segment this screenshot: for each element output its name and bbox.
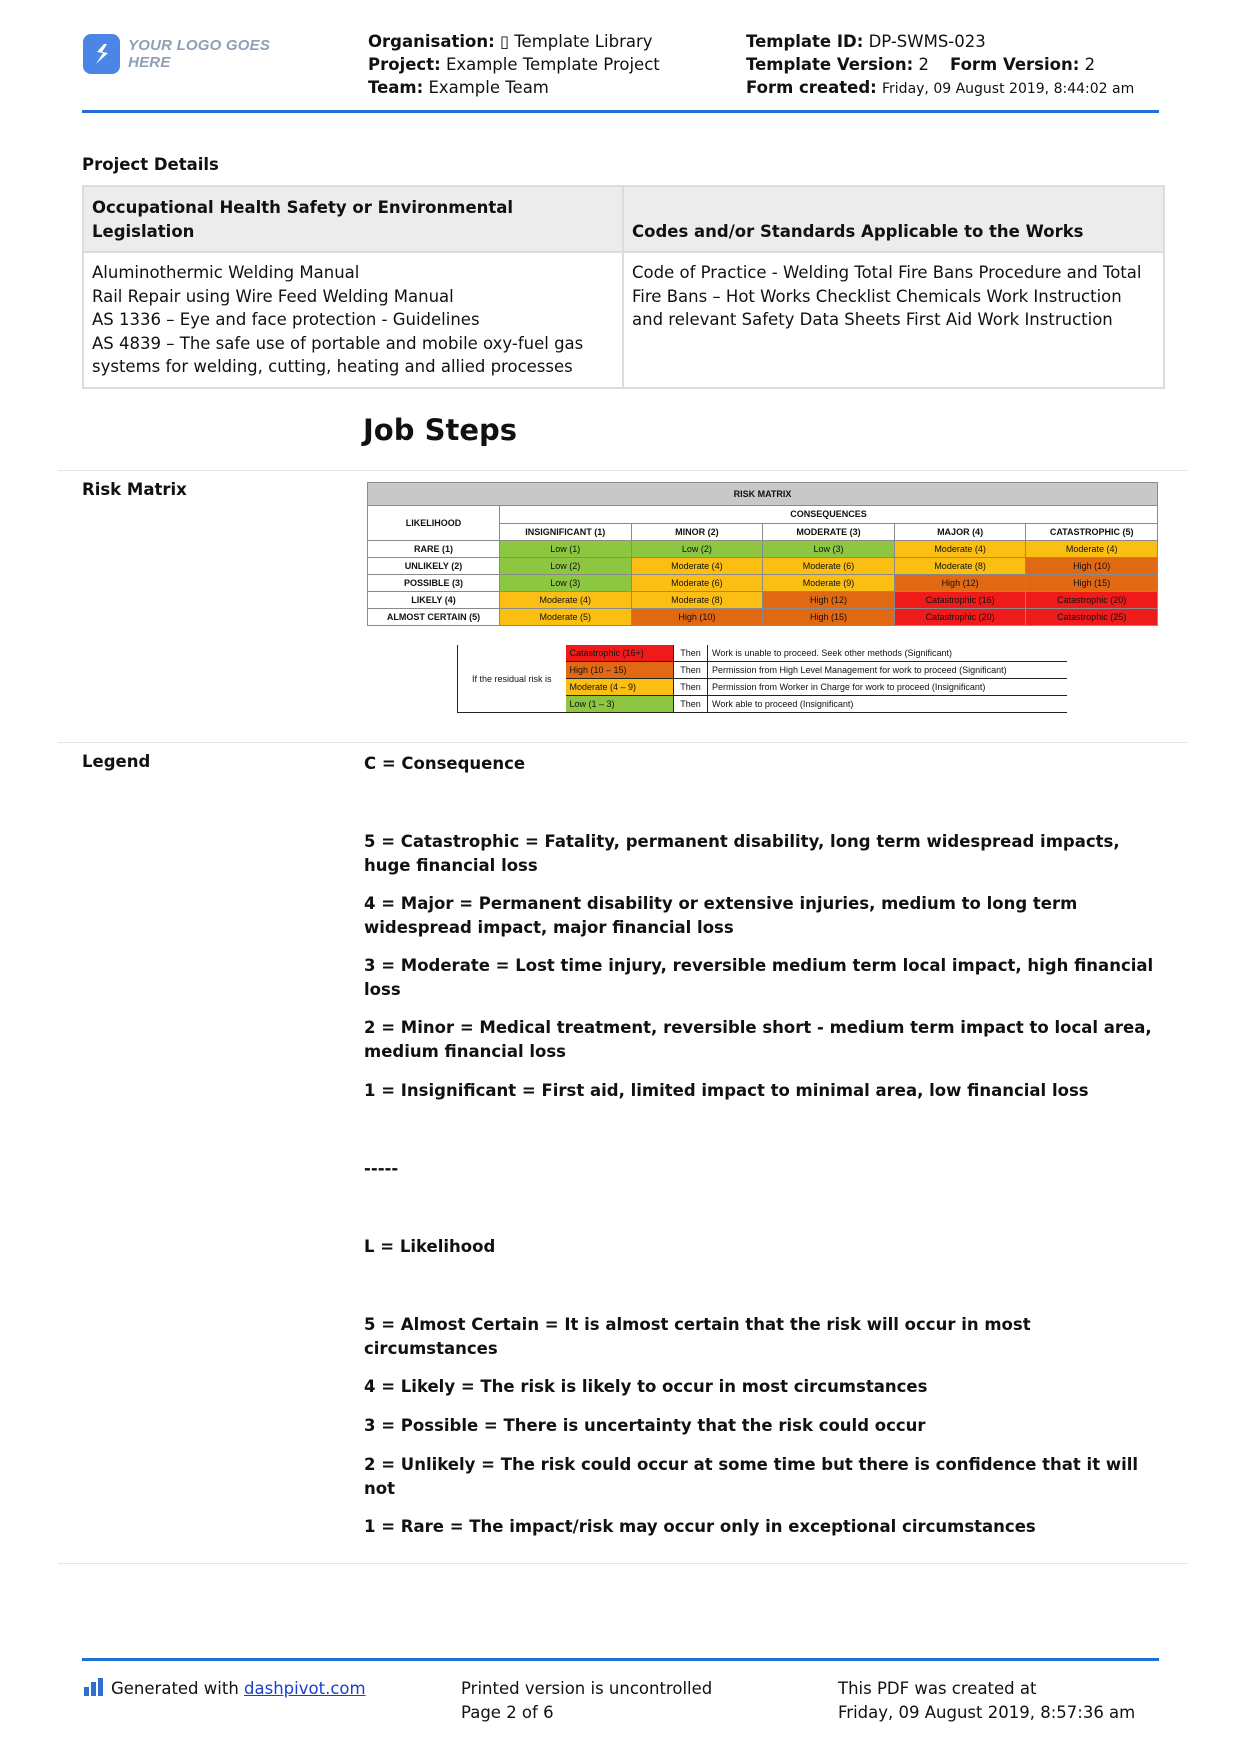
risk-cell: Moderate (9) (763, 575, 895, 592)
consequence-col-header: MODERATE (3) (763, 523, 895, 541)
risk-cell: Catastrophic (20) (894, 609, 1026, 626)
consequence-item: 3 = Moderate = Lost time injury, reversible medium term local impact, high financial loss (364, 956, 1154, 999)
risk-cell: High (15) (1026, 575, 1158, 592)
consequence-col-header: MINOR (2) (631, 523, 763, 541)
footer-rule (82, 1658, 1159, 1661)
likelihood-row-header: POSSIBLE (3) (368, 575, 500, 592)
legislation-cell (83, 252, 623, 388)
generated-prefix: Generated with (111, 1679, 239, 1698)
likelihood-row-header: ALMOST CERTAIN (5) (368, 609, 500, 626)
consequence-item: 5 = Catastrophic = Fatality, permanent disability, long term widespread impacts, huge financial loss (364, 832, 1120, 875)
risk-cell: Moderate (6) (763, 558, 895, 575)
risk-cell: Catastrophic (16) (894, 592, 1026, 609)
project-details-table (82, 185, 1165, 389)
risk-matrix-row (368, 592, 1158, 609)
risk-cell: Moderate (4) (631, 558, 763, 575)
consequence-col-header: MAJOR (4) (894, 523, 1026, 541)
risk-cell: High (15) (763, 609, 895, 626)
consequence-item: 2 = Minor = Medical treatment, reversible short - medium term impact to local area, medium financial loss (364, 1018, 1152, 1061)
company-logo (83, 33, 303, 75)
risk-cell: Moderate (8) (894, 558, 1026, 575)
residual-then: Then (674, 662, 708, 679)
form-version-value: 2 (1084, 55, 1096, 74)
residual-level: Catastrophic (16+) (566, 645, 674, 662)
residual-then: Then (674, 696, 708, 713)
consequence-col-header: CATASTROPHIC (5) (1026, 523, 1158, 541)
residual-then: Then (674, 679, 708, 696)
risk-matrix-title: RISK MATRIX (368, 483, 1158, 506)
codes-standards-cell: Code of Practice - Welding Total Fire Bans Procedure and Total Fire Bans – Hot Works Checklist Chemicals Work Instruction and relevant Safety Data Sheets First Aid Work Instruction (623, 252, 1164, 388)
risk-cell: Moderate (6) (631, 575, 763, 592)
dashpivot-bars-icon (84, 1678, 103, 1696)
pdf-created-value: Friday, 09 August 2019, 8:57:36 am (838, 1702, 1136, 1722)
footer-print-info (461, 1677, 712, 1724)
consequence-item: 4 = Major = Permanent disability or extensive injuries, medium to long term widespread impact, major financial loss (364, 894, 1078, 937)
risk-cell: Moderate (5) (500, 609, 632, 626)
risk-cell: High (10) (1026, 558, 1158, 575)
legislation-item: AS 4839 – The safe use of portable and mobile oxy-fuel gas systems for welding, cutting, heating and allied processes (92, 333, 584, 376)
header-template-block (746, 30, 1134, 101)
legislation-item: Rail Repair using Wire Feed Welding Manual (92, 286, 454, 306)
residual-action: Work is unable to proceed. Seek other methods (Significant) (708, 645, 1068, 662)
printed-uncontrolled: Printed version is uncontrolled (461, 1679, 713, 1698)
residual-risk-table (457, 645, 1067, 713)
logo-text: YOUR LOGO GOES HERE (128, 37, 271, 71)
consequence-item: 1 = Insignificant = First aid, limited impact to minimal area, low financial loss (364, 1081, 1089, 1100)
header-org-block (368, 30, 660, 99)
template-version-value: 2 (918, 55, 929, 74)
residual-lead: If the residual risk is (458, 645, 566, 713)
risk-cell: High (12) (763, 592, 895, 609)
residual-then: Then (674, 645, 708, 662)
footer-pdf-created (838, 1677, 1135, 1724)
legislation-item: Aluminothermic Welding Manual (92, 263, 360, 282)
residual-level: Moderate (4 – 9) (566, 679, 674, 696)
divider (58, 742, 1188, 743)
residual-risk-row (458, 645, 1068, 662)
residual-level: High (10 – 15) (566, 662, 674, 679)
risk-cell: Low (1) (500, 541, 632, 558)
likelihood-row-header: UNLIKELY (2) (368, 558, 500, 575)
risk-cell: Moderate (8) (631, 592, 763, 609)
risk-cell: Moderate (4) (894, 541, 1026, 558)
template-id-value: DP-SWMS-023 (868, 32, 986, 51)
likelihood-item: 2 = Unlikely = The risk could occur at some time but there is confidence that it will not (364, 1455, 1139, 1498)
template-id-label: Template ID: (746, 32, 864, 51)
residual-action: Permission from High Level Management for work to proceed (Significant) (708, 662, 1068, 679)
likelihood-heading: L = Likelihood (364, 1237, 496, 1256)
org-value: ▯ Template Library (499, 32, 653, 51)
page-number: Page 2 of 6 (461, 1702, 554, 1722)
likelihood-item: 5 = Almost Certain = It is almost certain that the risk will occur in most circumstances (364, 1315, 1031, 1358)
team-value: Example Team (428, 78, 549, 97)
form-version-label: Form Version: (949, 55, 1080, 74)
risk-cell: Low (2) (500, 558, 632, 575)
likelihood-item: 4 = Likely = The risk is likely to occur in most circumstances (364, 1377, 928, 1396)
risk-cell: High (10) (631, 609, 763, 626)
form-created-label: Form created: (746, 78, 877, 97)
risk-matrix-row (368, 609, 1158, 626)
likelihood-row-header: RARE (1) (368, 541, 500, 558)
legend-separator: ----- (364, 1159, 399, 1178)
risk-cell: Low (3) (500, 575, 632, 592)
codes-standards-header: Codes and/or Standards Applicable to the Works (623, 186, 1164, 252)
risk-cell: Moderate (4) (1026, 541, 1158, 558)
divider (58, 1563, 1188, 1564)
consequence-heading: C = Consequence (364, 754, 526, 773)
risk-matrix-label: Risk Matrix (82, 480, 187, 499)
org-label: Organisation: (368, 32, 495, 51)
likelihood-item: 3 = Possible = There is uncertainty that the risk could occur (364, 1416, 926, 1435)
consequences-header: CONSEQUENCES (500, 506, 1158, 524)
project-label: Project: (368, 55, 441, 74)
footer-generated (84, 1677, 366, 1701)
risk-matrix-table (367, 482, 1158, 626)
risk-cell: Catastrophic (25) (1026, 609, 1158, 626)
risk-cell: Catastrophic (20) (1026, 592, 1158, 609)
pdf-created-label: This PDF was created at (838, 1679, 1037, 1698)
project-value: Example Template Project (445, 55, 660, 74)
legislation-header: Occupational Health Safety or Environmental Legislation (83, 186, 623, 252)
risk-cell: Low (3) (763, 541, 895, 558)
project-details-label: Project Details (82, 155, 219, 174)
consequence-col-header: INSIGNIFICANT (1) (500, 523, 632, 541)
likelihood-row-header: LIKELY (4) (368, 592, 500, 609)
job-steps-title: Job Steps (363, 413, 518, 447)
form-created-value: Friday, 09 August 2019, 8:44:02 am (882, 81, 1135, 97)
dashpivot-link[interactable]: dashpivot.com (244, 1679, 366, 1698)
residual-action: Permission from Worker in Charge for work to proceed (Insignificant) (708, 679, 1068, 696)
risk-matrix-row (368, 558, 1158, 575)
risk-matrix-row (368, 541, 1158, 558)
risk-cell: Low (2) (631, 541, 763, 558)
team-label: Team: (368, 78, 424, 97)
residual-action: Work able to proceed (Insignificant) (708, 696, 1068, 713)
likelihood-item: 1 = Rare = The impact/risk may occur only in exceptional circumstances (364, 1517, 1036, 1536)
header-rule (82, 110, 1159, 113)
legislation-item: AS 1336 – Eye and face protection - Guidelines (92, 310, 480, 329)
logo-mark-icon (83, 34, 120, 74)
residual-level: Low (1 – 3) (566, 696, 674, 713)
legend-label: Legend (82, 752, 151, 771)
risk-matrix-row (368, 575, 1158, 592)
likelihood-header: LIKELIHOOD (368, 506, 500, 541)
risk-cell: High (12) (894, 575, 1026, 592)
risk-cell: Moderate (4) (500, 592, 632, 609)
template-version-label: Template Version: (746, 55, 914, 74)
divider (58, 470, 1188, 471)
